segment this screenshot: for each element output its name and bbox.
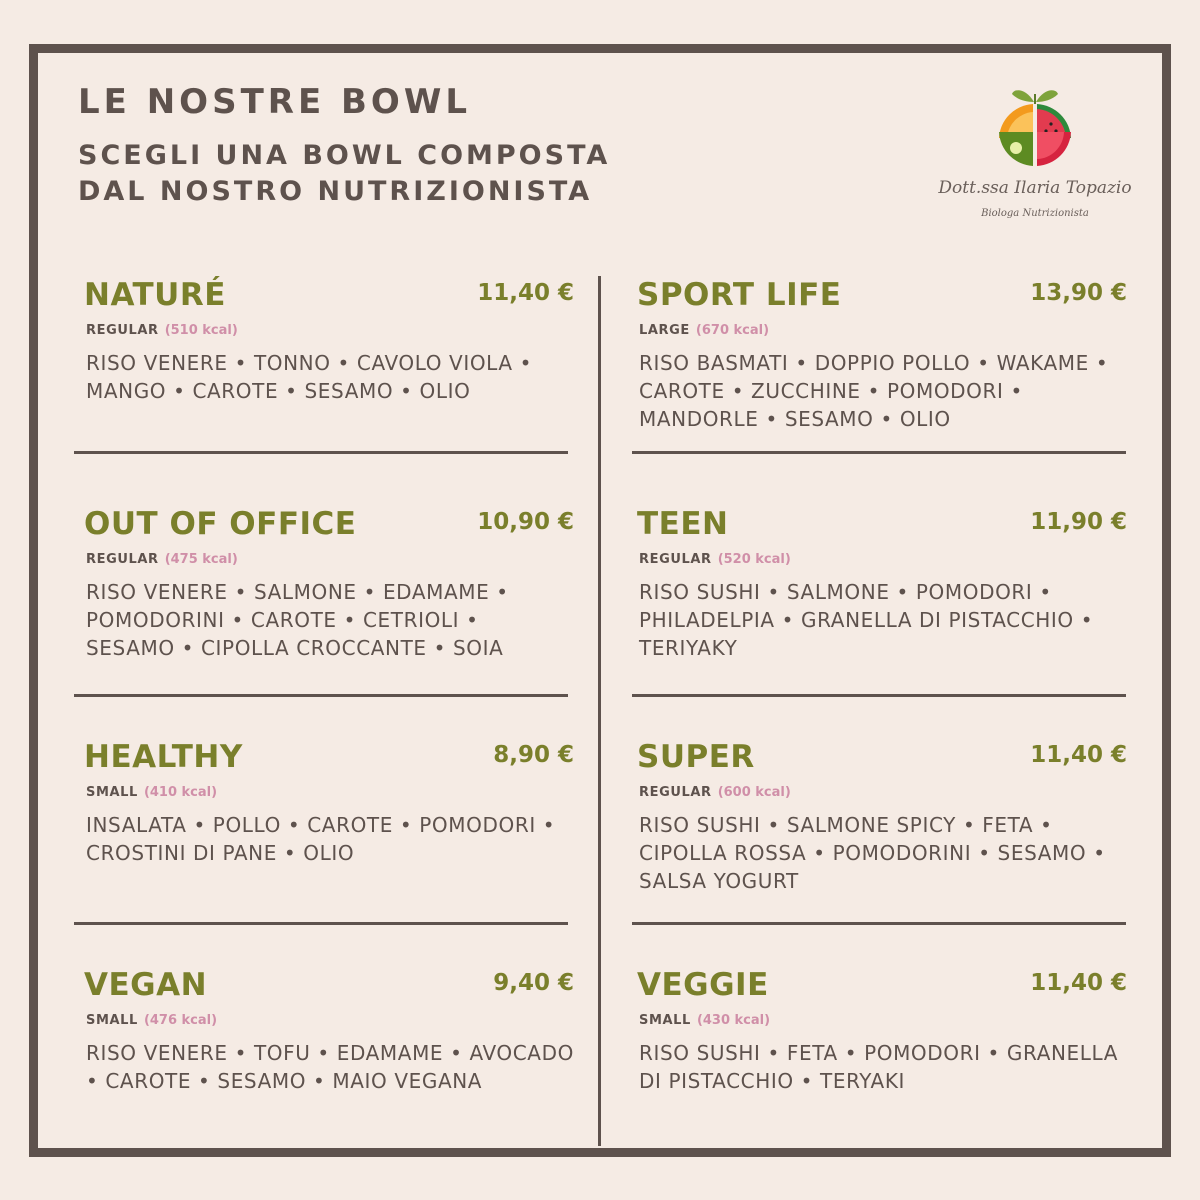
item-name: VEGAN: [84, 967, 208, 1003]
item-price: 10,90 €: [477, 509, 574, 535]
item-name: HEALTHY: [84, 739, 243, 775]
item-kcal: (476 kcal): [143, 1013, 218, 1028]
item-price: 9,40 €: [493, 970, 574, 996]
item-kcal: (520 kcal): [717, 552, 791, 567]
item-size: SMALL: [639, 1013, 691, 1028]
logo-name: Dott.ssa Ilaria Topazio: [938, 178, 1132, 198]
item-price: 11,40 €: [1030, 970, 1127, 996]
item-meta: [639, 322, 769, 340]
item-kcal: (430 kcal): [696, 1013, 771, 1028]
item-name: SUPER: [637, 739, 755, 775]
item-size: SMALL: [86, 1013, 138, 1028]
item-ingredients: RISO BASMATI • DOPPIO POLLO • WAKAME • CAROTE • ZUCCHINE • POMODORI • MANDORLE • SESAMO • OLIO: [639, 351, 1109, 431]
column-divider: [598, 276, 601, 1146]
item-ingredients: RISO VENERE • SALMONE • EDAMAME • POMODORINI • CAROTE • CETRIOLI • SESAMO • CIPOLLA CROCCANTE • SOIA: [86, 580, 509, 660]
item-meta: [86, 551, 238, 569]
row-divider: [632, 451, 1126, 454]
nutritionist-logo: [918, 82, 1152, 228]
item-ingredients: RISO SUSHI • FETA • POMODORI • GRANELLA DI PISTACCHIO • TERYAKI: [639, 1041, 1119, 1093]
item-name: NATURÉ: [84, 277, 226, 313]
page-title: LE NOSTRE BOWL: [78, 82, 471, 122]
item-kcal: (600 kcal): [717, 785, 791, 800]
item-ingredients: INSALATA • POLLO • CAROTE • POMODORI • CROSTINI DI PANE • OLIO: [86, 813, 556, 865]
item-meta: [86, 1012, 217, 1030]
subtitle-line-2: DAL NOSTRO NUTRIZIONISTA: [78, 176, 593, 207]
item-kcal: (510 kcal): [164, 323, 238, 338]
item-size: REGULAR: [639, 785, 712, 800]
item-meta: [639, 1012, 770, 1030]
item-price: 13,90 €: [1030, 280, 1127, 306]
item-ingredients: RISO VENERE • TOFU • EDAMAME • AVOCADO • CAROTE • SESAMO • MAIO VEGANA: [86, 1041, 574, 1093]
item-size: REGULAR: [639, 552, 712, 567]
row-divider: [632, 922, 1126, 925]
row-divider: [74, 451, 568, 454]
item-size: LARGE: [639, 323, 690, 338]
item-price: 11,90 €: [1030, 509, 1127, 535]
item-meta: [639, 784, 791, 802]
item-name: TEEN: [637, 506, 729, 542]
item-kcal: (410 kcal): [143, 785, 218, 800]
item-meta: [86, 322, 238, 340]
item-name: SPORT LIFE: [637, 277, 842, 313]
item-ingredients: RISO VENERE • TONNO • CAVOLO VIOLA • MANGO • CAROTE • SESAMO • OLIO: [86, 351, 533, 403]
item-size: REGULAR: [86, 552, 159, 567]
item-kcal: (670 kcal): [695, 323, 770, 338]
item-ingredients: RISO SUSHI • SALMONE SPICY • FETA • CIPOLLA ROSSA • POMODORINI • SESAMO • SALSA YOGURT: [639, 813, 1106, 893]
fruit-quadrant-logo-icon: [996, 82, 1074, 168]
item-meta: [86, 784, 217, 802]
page-subtitle: [78, 138, 610, 210]
item-name: VEGGIE: [637, 967, 769, 1003]
item-size: REGULAR: [86, 323, 159, 338]
item-kcal: (475 kcal): [164, 552, 238, 567]
logo-role: Biologa Nutrizionista: [981, 208, 1089, 219]
row-divider: [74, 694, 568, 697]
item-meta: [639, 551, 791, 569]
item-ingredients: RISO SUSHI • SALMONE • POMODORI • PHILADELPIA • GRANELLA DI PISTACCHIO • TERIYAKY: [639, 580, 1094, 660]
row-divider: [74, 922, 568, 925]
item-price: 8,90 €: [493, 742, 574, 768]
row-divider: [632, 694, 1126, 697]
item-size: SMALL: [86, 785, 138, 800]
subtitle-line-1: SCEGLI UNA BOWL COMPOSTA: [78, 140, 611, 171]
item-name: OUT OF OFFICE: [84, 506, 357, 542]
item-price: 11,40 €: [477, 280, 574, 306]
item-price: 11,40 €: [1030, 742, 1127, 768]
